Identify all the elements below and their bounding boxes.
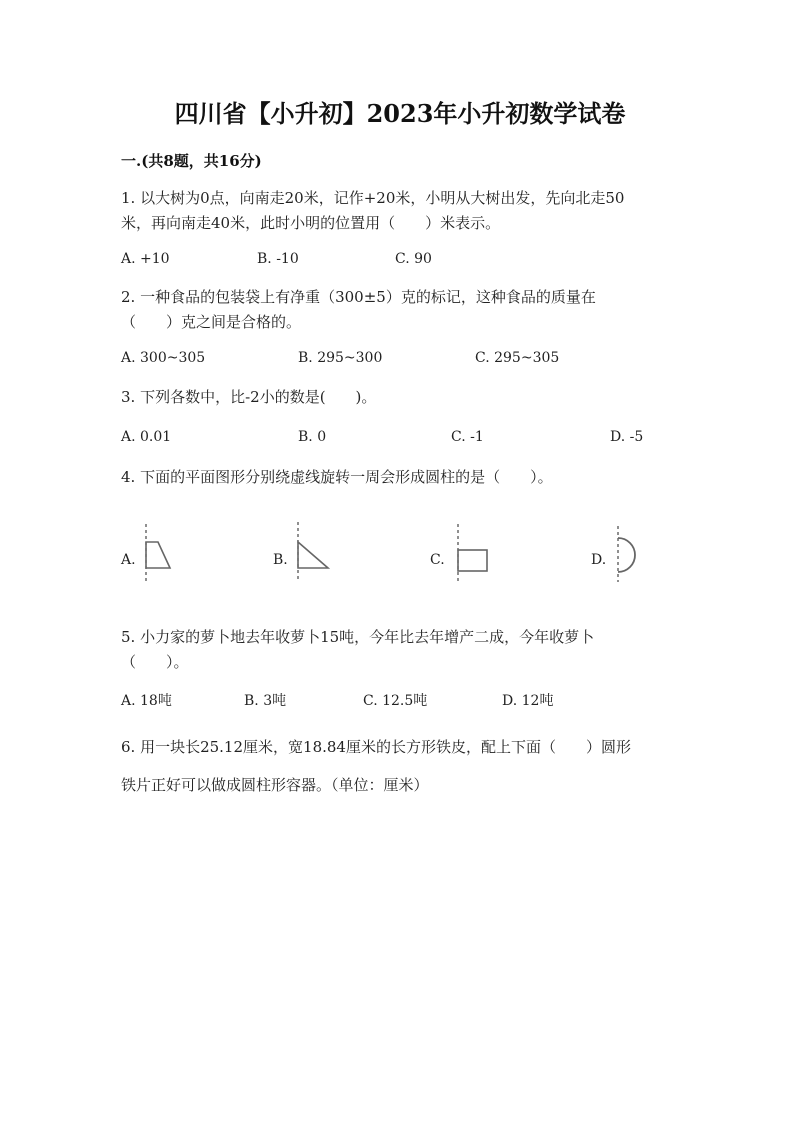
option-a[interactable]: A. 0.01 [121, 429, 172, 445]
option-c[interactable]: C. 295~305 [475, 350, 560, 366]
option-b[interactable]: B. 0 [298, 429, 327, 445]
option-c[interactable]: C. -1 [451, 429, 484, 445]
figure-label-b: B. [273, 552, 288, 568]
figure-option-a[interactable] [121, 520, 181, 590]
question-4 [121, 465, 681, 490]
option-b[interactable]: B. 3吨 [244, 693, 287, 709]
semicircle-shape-icon [607, 520, 647, 582]
triangle-shape-icon [289, 520, 339, 582]
question-line: 5. 小力家的萝卜地去年收萝卜15吨，今年比去年增产二成，今年收萝卜 [121, 628, 595, 646]
section-heading: 一.(共8题，共16分) [121, 152, 262, 170]
question-1 [121, 186, 681, 236]
question-line: 米，再向南走40米，此时小明的位置用（ ）米表示。 [121, 214, 501, 232]
option-a[interactable]: A. +10 [121, 251, 170, 267]
option-c[interactable]: C. 90 [395, 251, 432, 267]
option-a[interactable]: A. 18吨 [121, 693, 172, 709]
rectangle-shape-icon [446, 520, 496, 582]
question-line: 3. 下列各数中，比-2小的数是( )。 [121, 388, 377, 406]
question-line: 铁片正好可以做成圆柱形容器。（单位：厘米） [121, 776, 429, 794]
question-line: 1. 以大树为0点，向南走20米，记作+20米，小明从大树出发，先向北走50 [121, 189, 625, 207]
page-title: 四川省【小升初】2023年小升初数学试卷 [174, 99, 626, 128]
figure-label-a: A. [121, 552, 136, 568]
question-3 [121, 385, 681, 410]
option-a[interactable]: A. 300~305 [121, 350, 206, 366]
question-6 [121, 728, 681, 804]
figure-label-d: D. [591, 552, 607, 568]
question-line: 4. 下面的平面图形分别绕虚线旋转一周会形成圆柱的是（ ）。 [121, 468, 553, 486]
option-d[interactable]: D. 12吨 [502, 693, 554, 709]
trapezoid-shape-icon [137, 520, 177, 582]
option-b[interactable]: B. 295~300 [298, 350, 383, 366]
figure-option-b[interactable] [273, 520, 343, 590]
question-line: （ ）克之间是合格的。 [121, 313, 302, 331]
question-line: 6. 用一块长25.12厘米，宽18.84厘米的长方形铁皮，配上下面（ ）圆形 [121, 738, 631, 756]
option-c[interactable]: C. 12.5吨 [363, 693, 428, 709]
option-b[interactable]: B. -10 [257, 251, 299, 267]
figure-option-c[interactable] [430, 520, 500, 590]
question-line: （ ）。 [121, 653, 189, 671]
option-d[interactable]: D. -5 [610, 429, 644, 445]
question-5 [121, 625, 681, 675]
figure-option-d[interactable] [591, 520, 651, 590]
figure-label-c: C. [430, 552, 445, 568]
question-2 [121, 285, 681, 335]
question-line: 2. 一种食品的包装袋上有净重（300±5）克的标记，这种食品的质量在 [121, 288, 596, 306]
